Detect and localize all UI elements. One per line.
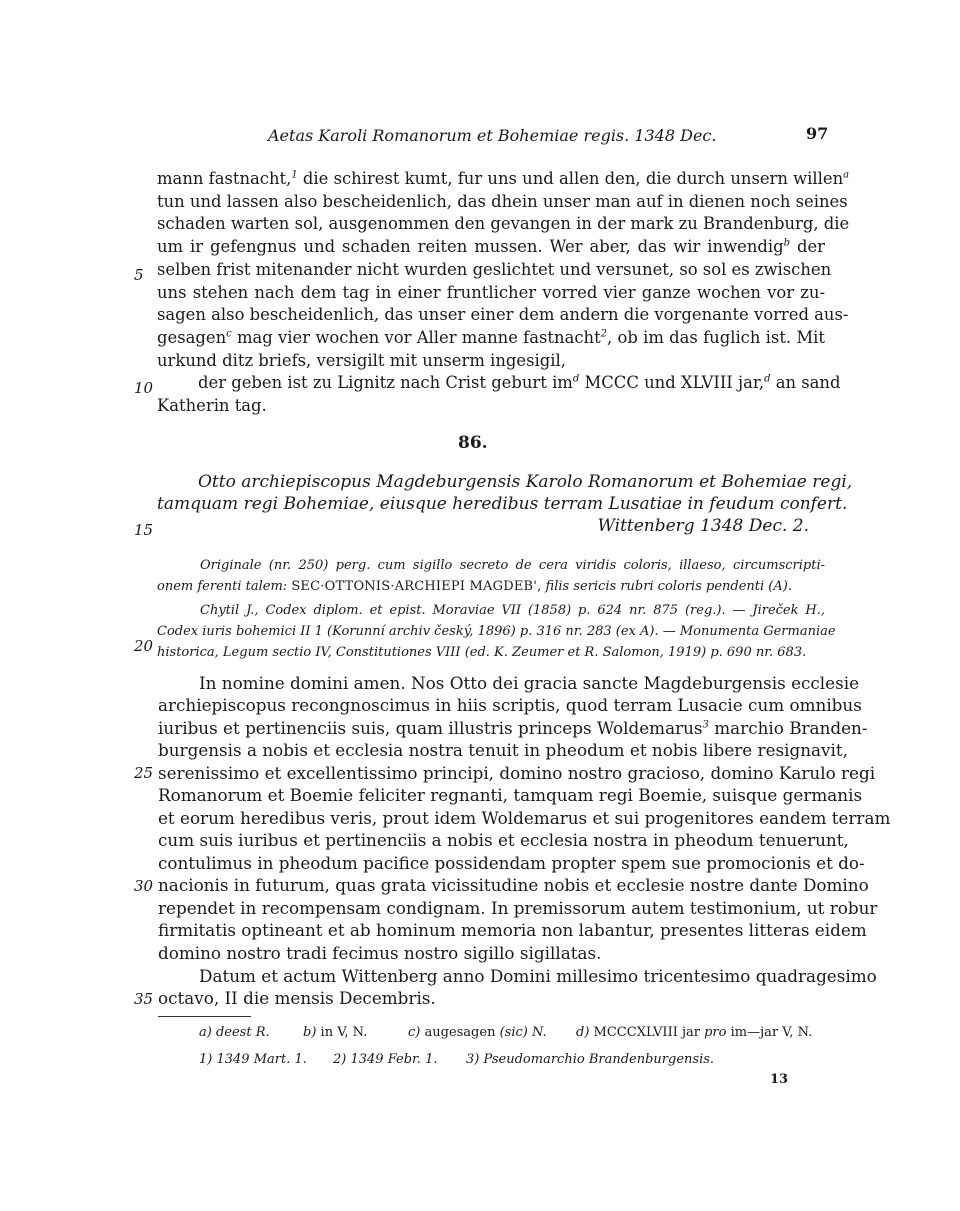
footnote-ref: 1 bbox=[291, 169, 298, 181]
footnote-ref: d bbox=[764, 373, 771, 385]
line-number: 25 bbox=[134, 764, 154, 782]
line-number: 35 bbox=[134, 990, 154, 1008]
footnote-ref: 3 bbox=[702, 719, 709, 731]
document-number: 86. bbox=[458, 433, 488, 453]
footnote-b: b) in V, N. bbox=[303, 1025, 368, 1040]
text-line: Romanorum et Boemie feliciter regnanti, tamquam regi Boemie, suisque germanis bbox=[158, 785, 863, 805]
text-line: gesagen$^c$ mag vier wochen vor Aller manne fastnacht$^2$, ob im das fuglich ist. Mit bbox=[157, 328, 825, 347]
footnote-ref: a bbox=[843, 169, 850, 181]
text-line: octavo, II die mensis Decembris. bbox=[158, 988, 436, 1008]
footnote-3: 3) Pseudomarchio Brandenburgensis. bbox=[466, 1052, 715, 1067]
text-line: nacionis in futurum, quas grata vicissitudine nobis et ecclesie nostre dante Domino bbox=[158, 875, 869, 895]
text-line: firmitatis optineant et ab hominum memoria non labantur, presentes litteras eidem bbox=[158, 920, 867, 940]
text-line: cum suis iuribus et pertinenciis a nobis et ecclesia nostra in pheodum tenuerunt, bbox=[158, 830, 849, 850]
footnote-ref: c bbox=[226, 328, 232, 340]
source-line: Chytil J., Codex diplom. et epist. Moraviae VII (1858) p. 624 nr. 875 (reg.). — Jireček H., bbox=[200, 603, 825, 618]
text-line: iuribus et pertinenciis suis, quam illustris princeps Woldemarus$^3$ marchio Branden- bbox=[158, 718, 868, 738]
text-line: domino nostro tradi fecimus nostro sigillo sigillatas. bbox=[158, 943, 602, 963]
source-line: Originale (nr. 250) perg. cum sigillo secreto de cera viridis coloris, illaeso, circumscripti- bbox=[200, 558, 825, 573]
place-date: Wittenberg 1348 Dec. 2. bbox=[597, 516, 809, 536]
line-number: 20 bbox=[134, 637, 154, 655]
footnote-a: a) deest R. bbox=[199, 1025, 270, 1040]
text-line: mann fastnacht,$^1$ die schirest kumt, fur uns und allen den, die durch unsern willen$^a$ bbox=[157, 169, 850, 188]
regest-line: tamquam regi Bohemiae, eiusque heredibus terram Lusatiae in feudum confert. bbox=[157, 494, 848, 514]
footnote-ref: 2 bbox=[600, 328, 608, 340]
footnote-c: c) augesagen (sic) N. bbox=[408, 1025, 547, 1040]
footnote-2: 2) 1349 Febr. 1. bbox=[333, 1052, 438, 1067]
page-number: 97 bbox=[806, 124, 829, 143]
source-line: onem ferenti talem: SEC·OTTONIS·ARCHIEPI MAGDEB', filis sericis rubri coloris pendenti (A). bbox=[157, 579, 792, 594]
text-line: tun und lassen also bescheidenlich, das dhein unser man auf in dienen noch seines bbox=[157, 192, 848, 211]
seal-legend: SEC·OTTONIS·ARCHIEPI MAGDEB', bbox=[291, 579, 542, 594]
footnote-1: 1) 1349 Mart. 1. bbox=[199, 1052, 307, 1067]
source-line: historica, Legum sectio IV, Constitutiones VIII (ed. K. Zeumer et R. Salomon, 1919) p. 690 nr. 683. bbox=[157, 645, 807, 660]
text-line: uns stehen nach dem tag in einer fruntlicher vorred vier ganze wochen vor zu- bbox=[157, 283, 825, 302]
text-line: contulimus in pheodum pacifice possidendam propter spem sue promocionis et do- bbox=[158, 853, 865, 873]
text-line: selben frist mitenander nicht wurden geslichtet und versunet, so sol es zwischen bbox=[157, 260, 832, 279]
text-line: um ir gefengnus und schaden reiten mussen. Wer aber, das wir inwendig$^b$ der bbox=[157, 237, 825, 256]
text-line: rependet in recompensam condignam. In premissorum autem testimonium, ut robur bbox=[158, 898, 878, 918]
text-line: Katherin tag. bbox=[157, 396, 267, 415]
footnote-ref: b bbox=[783, 237, 791, 249]
footnote-ref: d bbox=[572, 373, 580, 385]
regest-line: Otto archiepiscopus Magdeburgensis Karolo Romanorum et Bohemiae regi, bbox=[198, 472, 853, 492]
footnote-d: d) MCCCXLVIII jar pro im—jar V, N. bbox=[576, 1025, 813, 1040]
line-number: 30 bbox=[134, 877, 154, 895]
line-number: 5 bbox=[134, 266, 144, 284]
source-line: Codex iuris bohemici II 1 (Korunní archiv český, 1896) p. 316 nr. 283 (ex A). — Monumenta Germaniae bbox=[157, 624, 836, 639]
text-line: sagen also bescheidenlich, das unser einer dem andern die vorgenante vorred aus- bbox=[157, 305, 849, 324]
running-title: Aetas Karoli Romanorum et Bohemiae regis. 1348 Dec. bbox=[268, 126, 717, 145]
text-line: burgensis a nobis et ecclesia nostra tenuit in pheodum et nobis libere resignavit, bbox=[158, 740, 848, 760]
line-number: 15 bbox=[134, 521, 154, 539]
text-line: der geben ist zu Lignitz nach Crist geburt $im^d$ MCCC und XLVIII jar,$^d$ an sand bbox=[198, 373, 841, 392]
footnote-rule bbox=[158, 1016, 251, 1017]
text-line: serenissimo et excellentissimo principi, domino nostro gracioso, domino Karulo regi bbox=[158, 763, 876, 783]
text-line: schaden warten sol, ausgenommen den gevangen in der mark zu Brandenburg, die bbox=[157, 214, 850, 233]
text-line: et eorum heredibus veris, prout idem Woldemarus et sui progenitores eandem terram bbox=[158, 808, 891, 828]
signature-mark: 13 bbox=[770, 1072, 789, 1087]
line-number: 10 bbox=[134, 379, 154, 397]
text-line: archiepiscopus recongnoscimus in hiis scriptis, quod terram Lusacie cum omnibus bbox=[158, 695, 862, 715]
text-line: urkund ditz briefs, versigilt mit unserm ingesigil, bbox=[157, 351, 566, 370]
text-line: In nomine domini amen. Nos Otto dei gracia sancte Magdeburgensis ecclesie bbox=[199, 673, 860, 693]
text-line: Datum et actum Wittenberg anno Domini millesimo tricentesimo quadragesimo bbox=[199, 966, 877, 986]
